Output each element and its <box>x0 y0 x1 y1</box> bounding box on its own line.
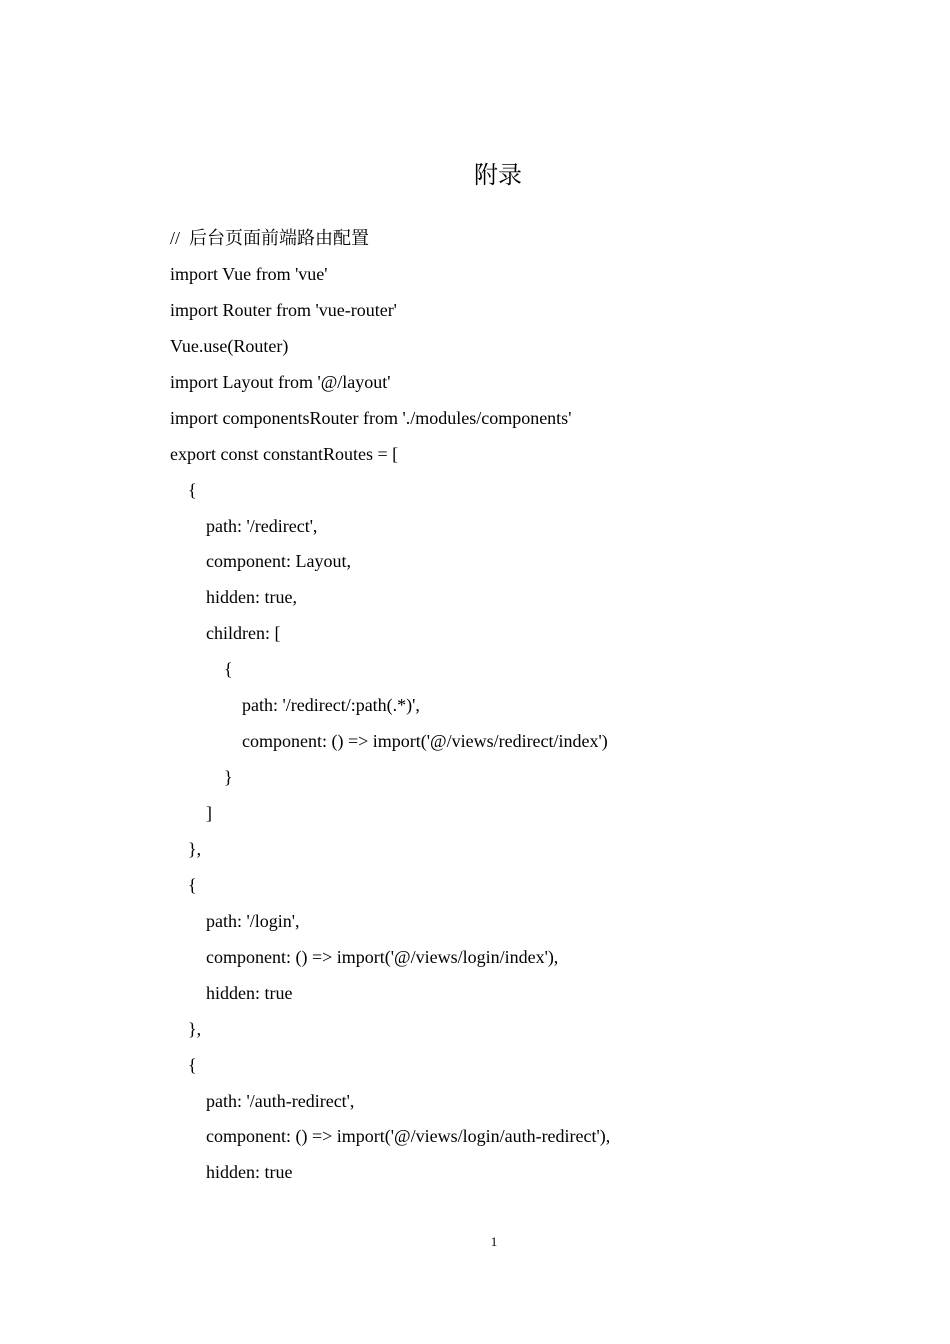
page-number: 1 <box>490 1234 498 1249</box>
code-line: }, <box>170 1018 202 1039</box>
code-line: path: '/redirect', <box>170 515 318 536</box>
code-line: component: () => import('@/views/login/auth-redirect'), <box>170 1126 611 1147</box>
code-line: { <box>170 874 197 895</box>
code-line: children: [ <box>170 623 281 644</box>
code-line: }, <box>170 838 202 859</box>
code-line: import Layout from '@/layout' <box>170 371 391 392</box>
code-line: import Router from 'vue-router' <box>170 299 397 320</box>
code-line: component: () => import('@/views/login/index'), <box>170 946 559 967</box>
code-line: import componentsRouter from './modules/components' <box>170 407 572 428</box>
code-line: export const constantRoutes = [ <box>170 443 399 464</box>
code-line: path: '/auth-redirect', <box>170 1090 355 1111</box>
code-line: component: Layout, <box>170 551 351 572</box>
code-line: hidden: true <box>170 1162 293 1183</box>
code-line: path: '/redirect/:path(.*)', <box>170 695 420 716</box>
code-line: { <box>170 479 197 500</box>
code-line: import Vue from 'vue' <box>170 263 328 284</box>
code-line: component: () => import('@/views/redirect/index') <box>170 731 608 752</box>
code-line: ] <box>170 803 212 823</box>
code-line: { <box>170 1054 197 1075</box>
code-line: } <box>170 767 233 788</box>
code-line: { <box>170 659 233 680</box>
code-listing <box>170 221 610 1191</box>
code-line: hidden: true <box>170 982 293 1003</box>
code-line: hidden: true, <box>170 587 297 608</box>
code-line: path: '/login', <box>170 910 300 931</box>
page-title: 附录 <box>474 161 522 189</box>
code-line: Vue.use(Router) <box>170 335 289 356</box>
code-line: // 后台页面前端路由配置 <box>170 228 370 248</box>
